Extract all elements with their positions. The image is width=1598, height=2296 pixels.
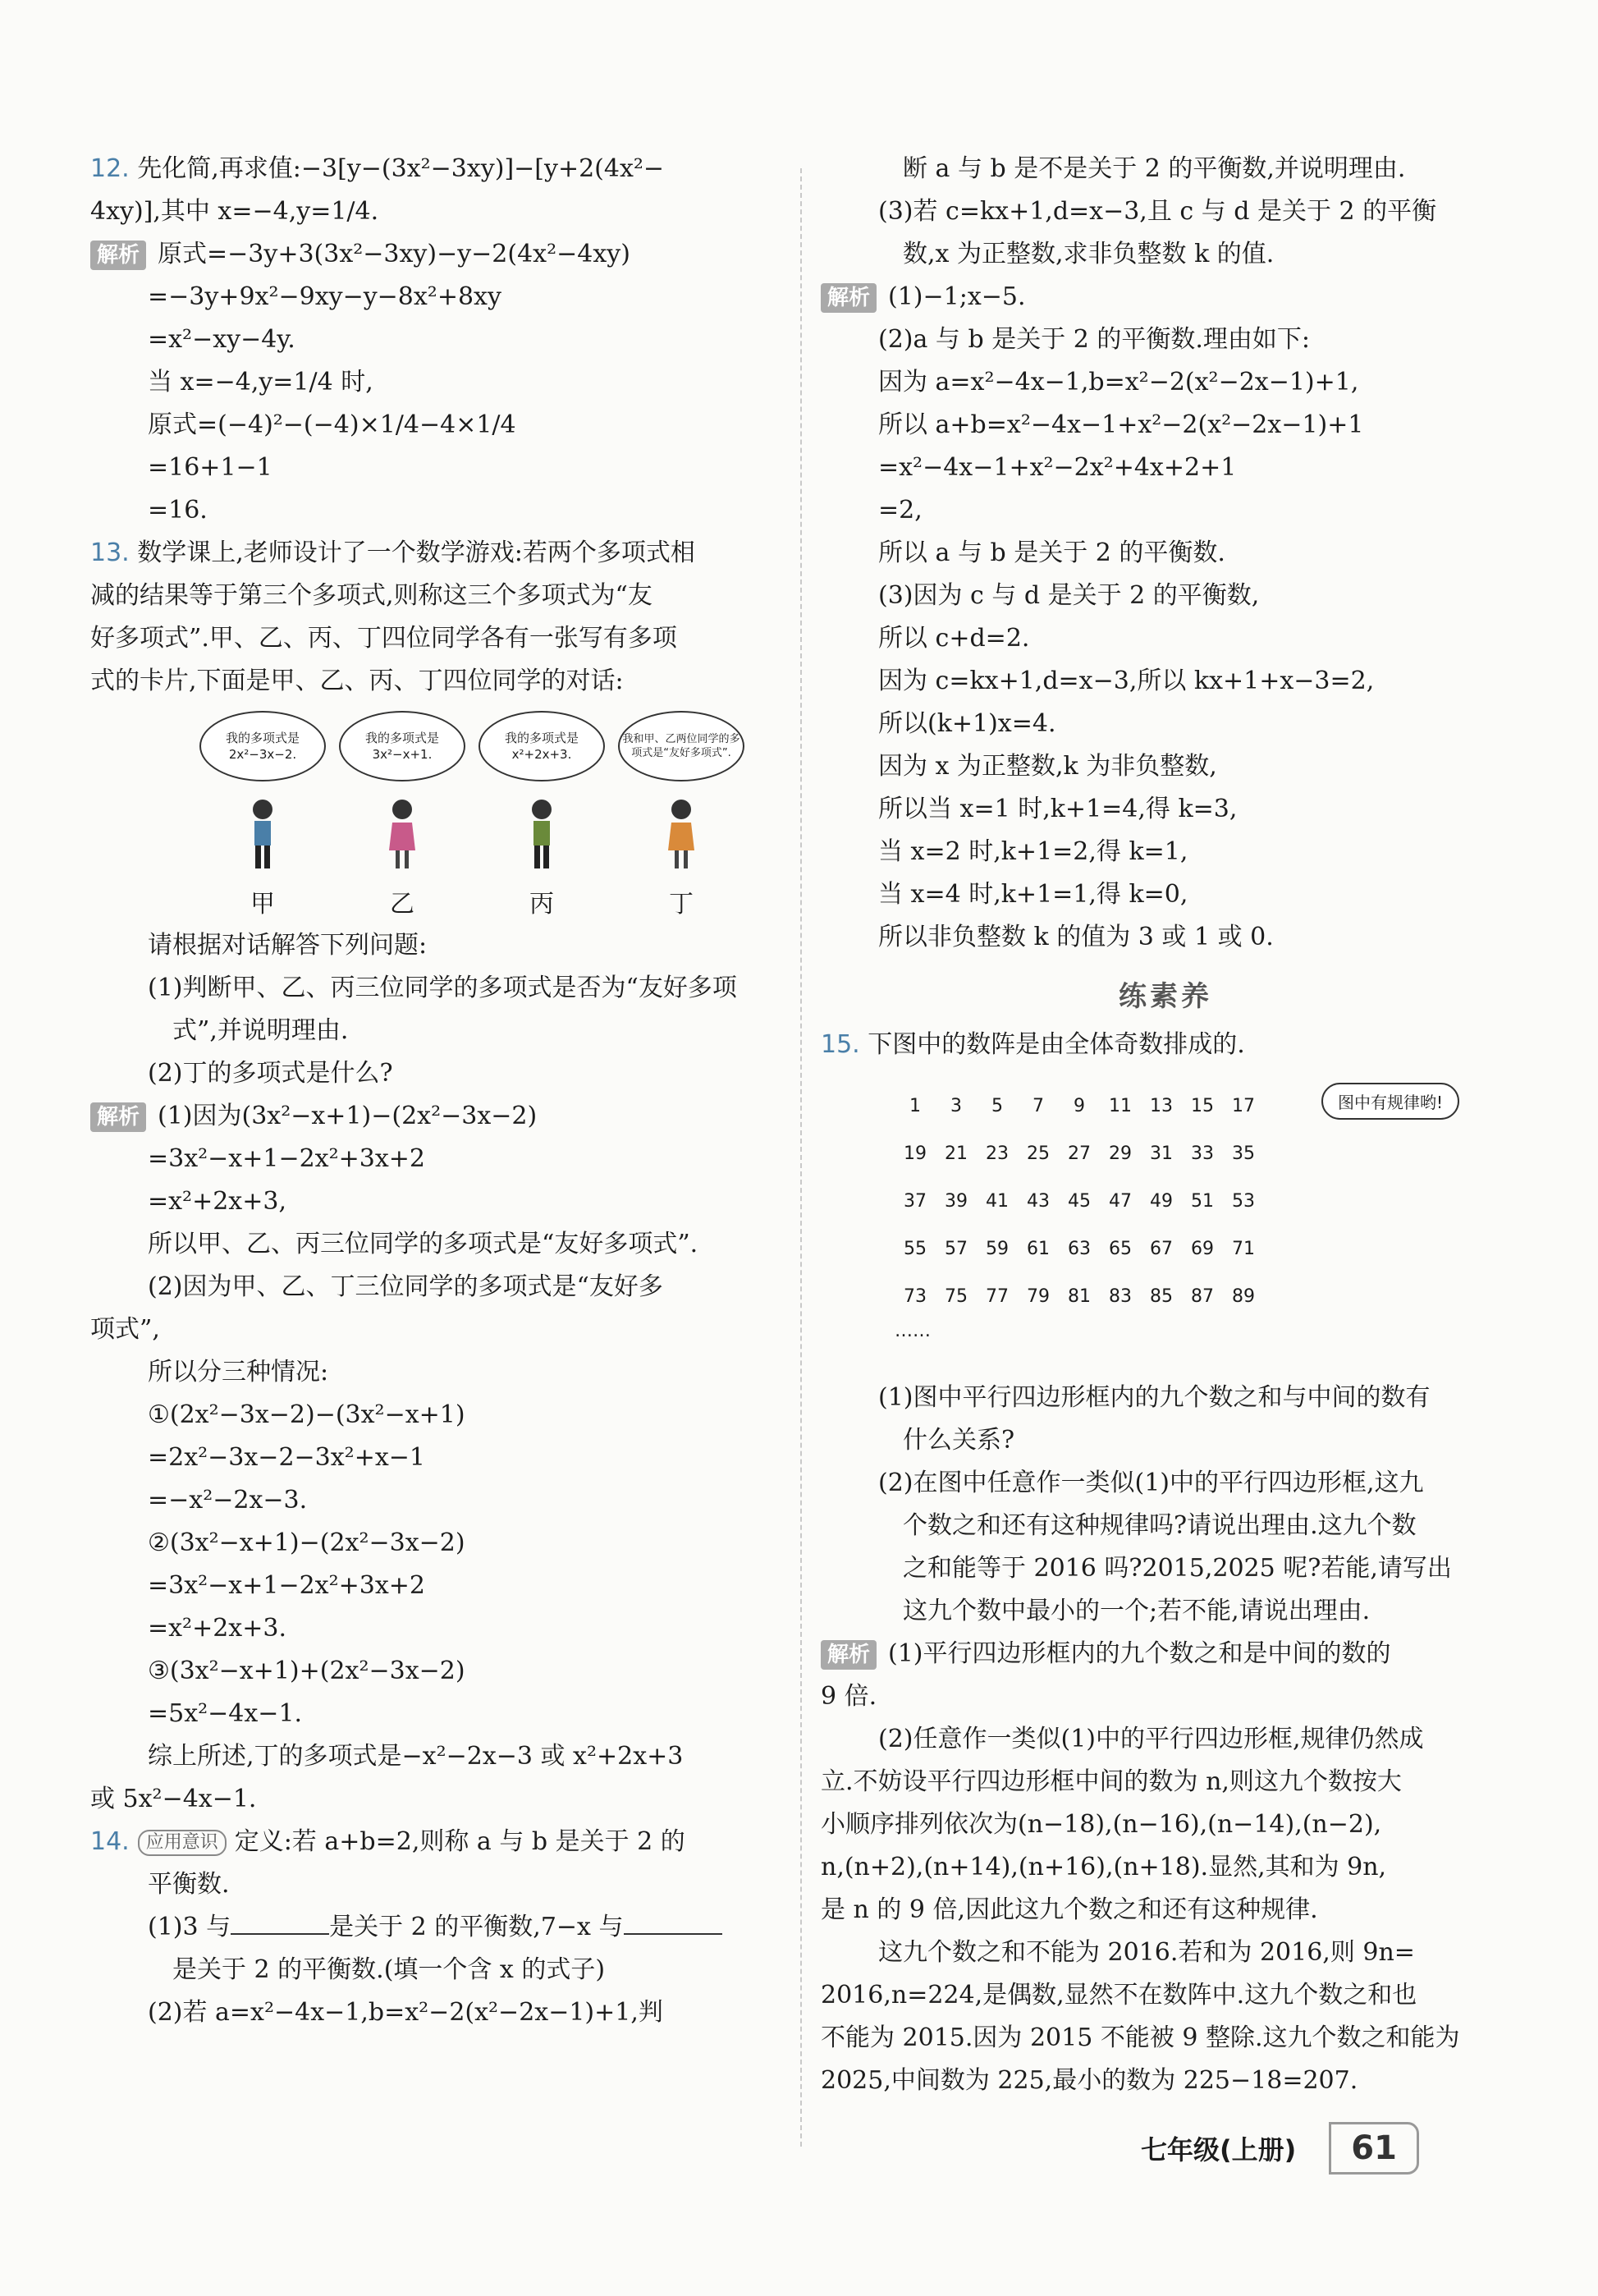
q13-answer-line: 所以甲、乙、丙三位同学的多项式是“友好多项式”.	[148, 1230, 698, 1258]
q14-answer-line: 因为 a=x²−4x−1,b=x²−2(x²−2x−1)+1,	[878, 368, 1359, 396]
q14-answer-line: 因为 c=kx+1,d=x−3,所以 kx+1+x−3=2,	[878, 667, 1375, 695]
q13-stem: 减的结果等于第三个多项式,则称这三个多项式为“友	[90, 581, 652, 610]
q15-answer-line: n,(n+2),(n+14),(n+16),(n+18).显然,其和为 9n,	[821, 1853, 1387, 1881]
q12-answer-line: =16.	[148, 496, 208, 525]
q14-answer-line: 当 x=4 时,k+1=1,得 k=0,	[878, 880, 1188, 909]
q13-answer-line: ①(2x²−3x−2)−(3x²−x+1)	[148, 1400, 465, 1429]
q13-stem: 好多项式”.甲、乙、丙、丁四位同学各有一张写有多项	[90, 624, 677, 653]
speech-bubble: 我的多项式是 x²+2x+3.	[478, 711, 605, 781]
grid-cell: 43	[1027, 1191, 1050, 1212]
grid-cell: 9	[1074, 1096, 1085, 1116]
q13-answer-line: =−x²−2x−3.	[148, 1486, 308, 1515]
grid-cell: 41	[986, 1191, 1009, 1212]
grid-cell: 5	[991, 1096, 1003, 1116]
student-ding: 我和甲、乙两位同学的多项式是“友好多项式”. 丁	[616, 711, 747, 919]
page-number: 61	[1329, 2122, 1419, 2175]
q13-answer-line: 所以分三种情况:	[148, 1358, 329, 1386]
q14-answer-head: 解析 (1)−1;x−5.	[821, 276, 1510, 319]
grid-cell: 37	[904, 1191, 927, 1212]
q14-answer-line: =2,	[878, 496, 923, 525]
q12-answer-head: 解析 原式=−3y+3(3x²−3xy)−y−2(4x²−4xy)	[90, 233, 780, 276]
q12-answer-line: 当 x=−4,y=1/4 时,	[148, 368, 373, 396]
q14-answer-line: 所以 a+b=x²−4x−1+x²−2(x²−2x−1)+1	[878, 410, 1364, 439]
grade-label: 七年级(上册)	[1141, 2134, 1297, 2165]
q12-line1: 12. 先化简,再求值:−3[y−(3x²−3xy)]−[y+2(4x²−	[90, 154, 665, 183]
grid-cell: 17	[1232, 1096, 1255, 1116]
grid-cell: 75	[945, 1286, 968, 1307]
grid-cell: 53	[1232, 1191, 1255, 1212]
q14-answer-line: 所以 a 与 b 是关于 2 的平衡数.	[878, 538, 1225, 567]
grid-cell: 35	[1232, 1143, 1255, 1164]
grid-cell: 31	[1150, 1143, 1173, 1164]
q14-cont: 数,x 为正整数,求非负整数 k 的值.	[903, 240, 1275, 268]
q15-ask: 这九个数中最小的一个;若不能,请说出理由.	[903, 1597, 1371, 1625]
grid-ellipsis: ……	[895, 1321, 931, 1341]
q12-answer-line: =16+1−1	[148, 453, 272, 482]
q13-ask: (1)判断甲、乙、丙三位同学的多项式是否为“友好多项	[148, 974, 737, 1002]
analysis-tag: 解析	[821, 1640, 877, 1670]
student-yi: 我的多项式是 3x²−x+1. 乙	[337, 711, 468, 919]
analysis-tag: 解析	[821, 283, 877, 313]
q13-answer-line: =5x²−4x−1.	[148, 1699, 303, 1728]
page-footer	[1141, 2122, 1419, 2175]
q14-answer-line: 当 x=2 时,k+1=2,得 k=1,	[878, 837, 1188, 866]
grid-cell: 23	[986, 1143, 1009, 1164]
q15-answer-line: 2025,中间数为 225,最小的数为 225−18=207.	[821, 2066, 1358, 2095]
grid-cell: 1	[909, 1096, 921, 1116]
grid-cell: 47	[1109, 1191, 1132, 1212]
q15-ask: 个数之和还有这种规律吗?请说出理由.这九个数	[903, 1511, 1417, 1540]
grid-cell: 71	[1232, 1239, 1255, 1259]
q12-answer-line: =x²−xy−4y.	[148, 325, 295, 354]
grid-cell: 89	[1232, 1286, 1255, 1307]
grid-cell: 33	[1191, 1143, 1214, 1164]
analysis-tag: 解析	[90, 241, 146, 270]
q13-answer-line: =3x²−x+1−2x²+3x+2	[148, 1144, 425, 1173]
q12-answer-line: =−3y+9x²−9xy−y−8x²+8xy	[148, 282, 501, 311]
grid-cell: 87	[1191, 1286, 1214, 1307]
q15-answer-line: 不能为 2015.因为 2015 不能被 9 整除.这九个数之和能为	[821, 2023, 1460, 2052]
grid-cell: 65	[1109, 1239, 1132, 1259]
q14-line5: (2)若 a=x²−4x−1,b=x²−2(x²−2x−1)+1,判	[148, 1998, 663, 2027]
grid-cell: 25	[1027, 1143, 1050, 1164]
q13-answer-line: (2)因为甲、乙、丁三位同学的多项式是“友好多	[148, 1272, 663, 1301]
grid-cell: 21	[945, 1143, 968, 1164]
q13-answer-head: 解析 (1)因为(3x²−x+1)−(2x²−3x−2)	[90, 1095, 780, 1138]
grid-cell: 61	[1027, 1239, 1050, 1259]
q13-ask: (2)丁的多项式是什么?	[148, 1059, 393, 1088]
grid-row	[895, 1130, 1510, 1178]
q13-answer-line: 综上所述,丁的多项式是−x²−2x−3 或 x²+2x+3	[148, 1742, 684, 1771]
q14-line1: 14. 应用意识 定义:若 a+b=2,则称 a 与 b 是关于 2 的	[90, 1827, 685, 1856]
right-column	[821, 148, 1510, 2102]
q13-ask: 式”,并说明理由.	[172, 1016, 349, 1045]
grid-cell: 79	[1027, 1286, 1050, 1307]
grid-cell: 29	[1109, 1143, 1132, 1164]
grid-row	[895, 1226, 1510, 1273]
q13-answer-line: ③(3x²−x+1)+(2x²−3x−2)	[148, 1657, 465, 1685]
grid-cell: 39	[945, 1191, 968, 1212]
grid-cell: 57	[945, 1239, 968, 1259]
grid-cell: 55	[904, 1239, 927, 1259]
q15-ask: 什么关系?	[903, 1426, 1015, 1455]
q14-answer-line: (2)a 与 b 是关于 2 的平衡数.理由如下:	[878, 325, 1310, 354]
applied-awareness-tag: 应用意识	[138, 1830, 227, 1856]
q14-line3: (1)3 与 是关于 2 的平衡数,7−x 与	[90, 1906, 780, 1949]
q15-answer-line: 这九个数之和不能为 2016.若和为 2016,则 9n=	[878, 1938, 1415, 1967]
grid-cell: 3	[950, 1096, 962, 1116]
q15-answer-line: 立.不妨设平行四边形框中间的数为 n,则这九个数按大	[821, 1767, 1402, 1796]
q15-stem: 15. 下图中的数阵是由全体奇数排成的.	[821, 1030, 1245, 1059]
dialogue-illustration	[90, 711, 780, 919]
q15-answer-line: (2)任意作一类似(1)中的平行四边形框,规律仍然成	[878, 1725, 1424, 1753]
q14-answer-line: 所以(k+1)x=4.	[878, 709, 1056, 738]
q14-line4: 是关于 2 的平衡数.(填一个含 x 的式子)	[172, 1955, 606, 1984]
odd-number-grid	[895, 1083, 1510, 1368]
grid-cell: 15	[1191, 1096, 1214, 1116]
grid-cell: 45	[1068, 1191, 1091, 1212]
q15-answer-line: 9 倍.	[821, 1682, 877, 1711]
student-jia: 我的多项式是 2x²−3x−2. 甲	[197, 711, 328, 919]
student-figure-icon	[246, 798, 279, 872]
column-separator	[800, 168, 802, 2147]
q14-answer-line: =x²−4x−1+x²−2x²+4x+2+1	[878, 453, 1237, 482]
q13-stem: 式的卡片,下面是甲、乙、丙、丁四位同学的对话:	[90, 667, 624, 695]
student-figure-icon	[665, 798, 698, 872]
q15-answer-line: 2016,n=224,是偶数,显然不在数阵中.这九个数之和也	[821, 1981, 1417, 2010]
grid-cell: 69	[1191, 1239, 1214, 1259]
q14-answer-line: 所以非负整数 k 的值为 3 或 1 或 0.	[878, 923, 1274, 951]
grid-cell: 77	[986, 1286, 1009, 1307]
q14-answer-line: 所以当 x=1 时,k+1=4,得 k=3,	[878, 795, 1238, 823]
q14-answer-line: 因为 x 为正整数,k 为非负整数,	[878, 752, 1217, 781]
student-figure-icon	[386, 798, 419, 872]
grid-cell: 85	[1150, 1286, 1173, 1307]
q12-answer-line: 原式=(−4)²−(−4)×1/4−4×1/4	[148, 410, 516, 439]
q15-answer-line: 小顺序排列依次为(n−18),(n−16),(n−14),(n−2),	[821, 1810, 1382, 1839]
grid-cell: 73	[904, 1286, 927, 1307]
grid-cell: 27	[1068, 1143, 1091, 1164]
answer-blank[interactable]	[231, 1909, 329, 1935]
answer-blank[interactable]	[624, 1909, 722, 1935]
q15-answer-line: 是 n 的 9 倍,因此这九个数之和还有这种规律.	[821, 1895, 1318, 1924]
q13-answer-line: ②(3x²−x+1)−(2x²−3x−2)	[148, 1528, 465, 1557]
q13-answer-line: 或 5x²−4x−1.	[90, 1785, 257, 1813]
q14-cont: 断 a 与 b 是不是关于 2 的平衡数,并说明理由.	[903, 154, 1406, 183]
grid-cell: 49	[1150, 1191, 1173, 1212]
q14-cont: (3)若 c=kx+1,d=x−3,且 c 与 d 是关于 2 的平衡	[878, 197, 1437, 226]
student-bing: 我的多项式是 x²+2x+3. 丙	[476, 711, 607, 919]
speech-bubble: 我和甲、乙两位同学的多项式是“友好多项式”.	[618, 711, 744, 781]
q14-answer-line: (3)因为 c 与 d 是关于 2 的平衡数,	[878, 581, 1260, 610]
grid-cell: 11	[1109, 1096, 1132, 1116]
section-title: 练素养	[1119, 980, 1212, 1013]
q15-ask: (1)图中平行四边形框内的九个数之和与中间的数有	[878, 1383, 1431, 1412]
speech-bubble: 我的多项式是 2x²−3x−2.	[199, 711, 326, 781]
grid-cell: 7	[1033, 1096, 1044, 1116]
left-column	[90, 148, 780, 2034]
q15-answer-head: 解析 (1)平行四边形框内的九个数之和是中间的数的	[821, 1633, 1510, 1675]
grid-cell: 59	[986, 1239, 1009, 1259]
grid-row	[895, 1178, 1510, 1226]
q13-answer-line: =x²+2x+3.	[148, 1614, 286, 1643]
analysis-tag: 解析	[90, 1102, 146, 1132]
q15-ask: (2)在图中任意作一类似(1)中的平行四边形框,这九	[878, 1469, 1424, 1497]
q13-answer-line: =2x²−3x−2−3x²+x−1	[148, 1443, 425, 1472]
speech-bubble: 我的多项式是 3x²−x+1.	[339, 711, 465, 781]
q13-answer-line: =x²+2x+3,	[148, 1187, 286, 1216]
grid-cell: 63	[1068, 1239, 1091, 1259]
hint-cloud: 图中有规律哟!	[1321, 1083, 1459, 1120]
student-figure-icon	[525, 798, 558, 872]
grid-cell: 81	[1068, 1286, 1091, 1307]
q14-line2: 平衡数.	[148, 1870, 230, 1899]
grid-cell: 19	[904, 1143, 927, 1164]
grid-cell: 67	[1150, 1239, 1173, 1259]
q13-answer-line: =3x²−x+1−2x²+3x+2	[148, 1571, 425, 1600]
q15-ask: 之和能等于 2016 吗?2015,2025 呢?若能,请写出	[903, 1554, 1452, 1583]
q13-answer-line: 项式”,	[90, 1315, 160, 1344]
grid-row	[895, 1273, 1510, 1321]
grid-cell: 51	[1191, 1191, 1214, 1212]
grid-cell: 13	[1150, 1096, 1173, 1116]
grid-cell: 83	[1109, 1286, 1132, 1307]
q13-ask: 请根据对话解答下列问题:	[148, 931, 428, 960]
q13-stem: 13. 数学课上,老师设计了一个数学游戏:若两个多项式相	[90, 538, 695, 567]
q14-answer-line: 所以 c+d=2.	[878, 624, 1030, 653]
q12-line2: 4xy)],其中 x=−4,y=1/4.	[90, 197, 379, 226]
